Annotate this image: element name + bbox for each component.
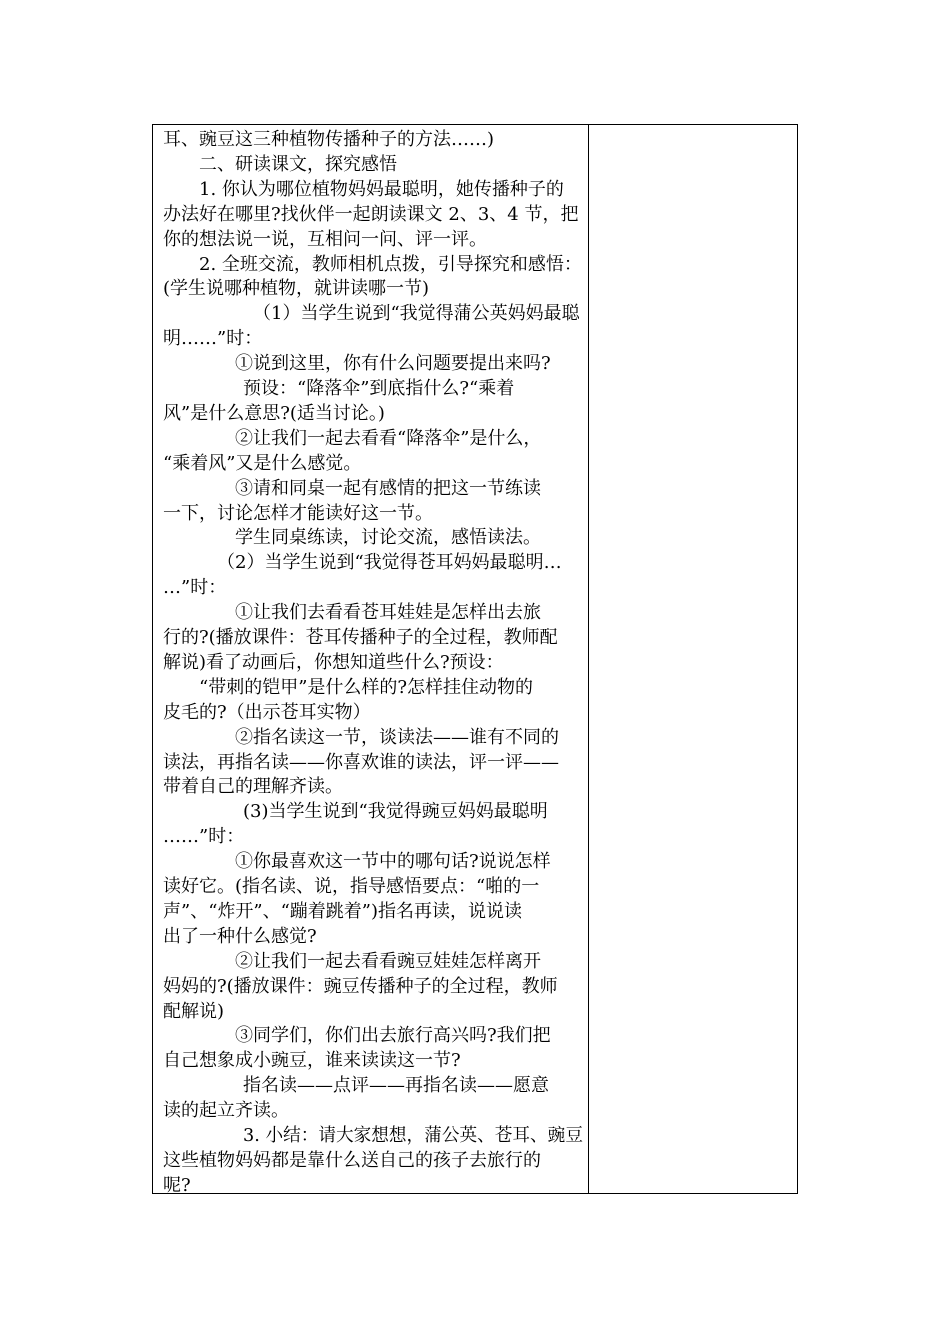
text-line: （1）当学生说到“我觉得蒲公英妈妈最聪 <box>253 303 580 325</box>
text-line: 办法好在哪里?找伙伴一起朗读课文 2、3、4 节，把 <box>163 203 579 225</box>
text-line: 读好它。(指名读、说，指导感悟要点：“啪的一 <box>163 876 540 897</box>
text-line: 妈妈的?(播放课件：豌豆传播种子的全过程，教师 <box>163 975 558 997</box>
text-line: 呢? <box>163 1174 191 1196</box>
text-line: …”时： <box>163 577 227 599</box>
text-line: 读的起立齐读。 <box>163 1100 289 1122</box>
text-line: ②指名读这一节，谈读法——谁有不同的 <box>235 726 559 748</box>
text-line: “带刺的铠甲”是什么样的?怎样挂住动物的 <box>199 676 534 698</box>
text-line: 行的?(播放课件：苍耳传播种子的全过程，教师配 <box>163 627 558 648</box>
text-line: ②让我们一起去看看“降落伞”是什么， <box>235 427 542 449</box>
text-line: 2. 全班交流，教师相机点拨，引导探究和感悟： <box>199 253 582 275</box>
lesson-content-cell <box>153 125 589 1196</box>
text-line: 出了一种什么感觉? <box>163 925 317 947</box>
text-line: ②让我们一起去看看豌豆娃娃怎样离开 <box>235 950 541 972</box>
text-line: 二、研读课文，探究感悟 <box>199 153 397 175</box>
text-line: 一下，讨论怎样才能读好这一节。 <box>163 502 433 524</box>
text-line: 这些植物妈妈都是靠什么送自己的孩子去旅行的 <box>163 1149 541 1171</box>
text-line: 预设：“降落伞”到底指什么?“乘着 <box>243 378 515 399</box>
text-line: 你的想法说一说，互相问一问、评一评。 <box>163 228 487 250</box>
text-line: “乘着风”又是什么感觉。 <box>163 452 362 474</box>
text-line: 学生同桌练读，讨论交流，感悟读法。 <box>235 527 541 549</box>
lesson-plan-table <box>152 124 798 1194</box>
notes-cell <box>589 125 797 1193</box>
text-line: 耳、豌豆这三种植物传播种子的方法……) <box>163 129 495 150</box>
text-line: ③请和同桌一起有感情的把这一节练读 <box>235 477 541 499</box>
text-line: ①让我们去看看苍耳娃娃是怎样出去旅 <box>235 602 541 624</box>
text-line: 风”是什么意思?(适当讨论。) <box>163 402 385 424</box>
text-line: 解说)看了动画后，你想知道些什么?预设： <box>163 651 504 673</box>
text-line: 带着自己的理解齐读。 <box>163 776 343 798</box>
text-line: 指名读——点评——再指名读——愿意 <box>243 1075 549 1097</box>
text-line: ①你最喜欢这一节中的哪句话?说说怎样 <box>235 851 551 873</box>
text-line: 声”、“炸开”、“蹦着跳着”)指名再读，说说读 <box>163 900 523 922</box>
text-line: ……”时： <box>163 826 245 848</box>
text-line: (3)当学生说到“我觉得豌豆妈妈最聪明 <box>243 801 548 823</box>
text-line: 1. 你认为哪位植物妈妈最聪明，她传播种子的 <box>199 178 564 200</box>
text-line: （2）当学生说到“我觉得苍耳妈妈最聪明… <box>217 552 562 574</box>
text-line: ①说到这里，你有什么问题要提出来吗? <box>235 353 551 375</box>
text-line: (学生说哪种植物，就讲读哪一节) <box>163 278 430 300</box>
text-line: ③同学们，你们出去旅行高兴吗?我们把 <box>235 1025 551 1047</box>
text-line: 皮毛的?（出示苍耳实物） <box>163 701 371 723</box>
text-line: 读法，再指名读——你喜欢谁的读法，评一评—— <box>163 751 559 773</box>
text-line: 自己想象成小豌豆，谁来读读这一节? <box>163 1050 461 1072</box>
text-line: 3. 小结：请大家想想，蒲公英、苍耳、豌豆 <box>243 1125 583 1146</box>
text-line: 配解说) <box>163 1000 225 1022</box>
text-line: 明……”时： <box>163 328 263 350</box>
